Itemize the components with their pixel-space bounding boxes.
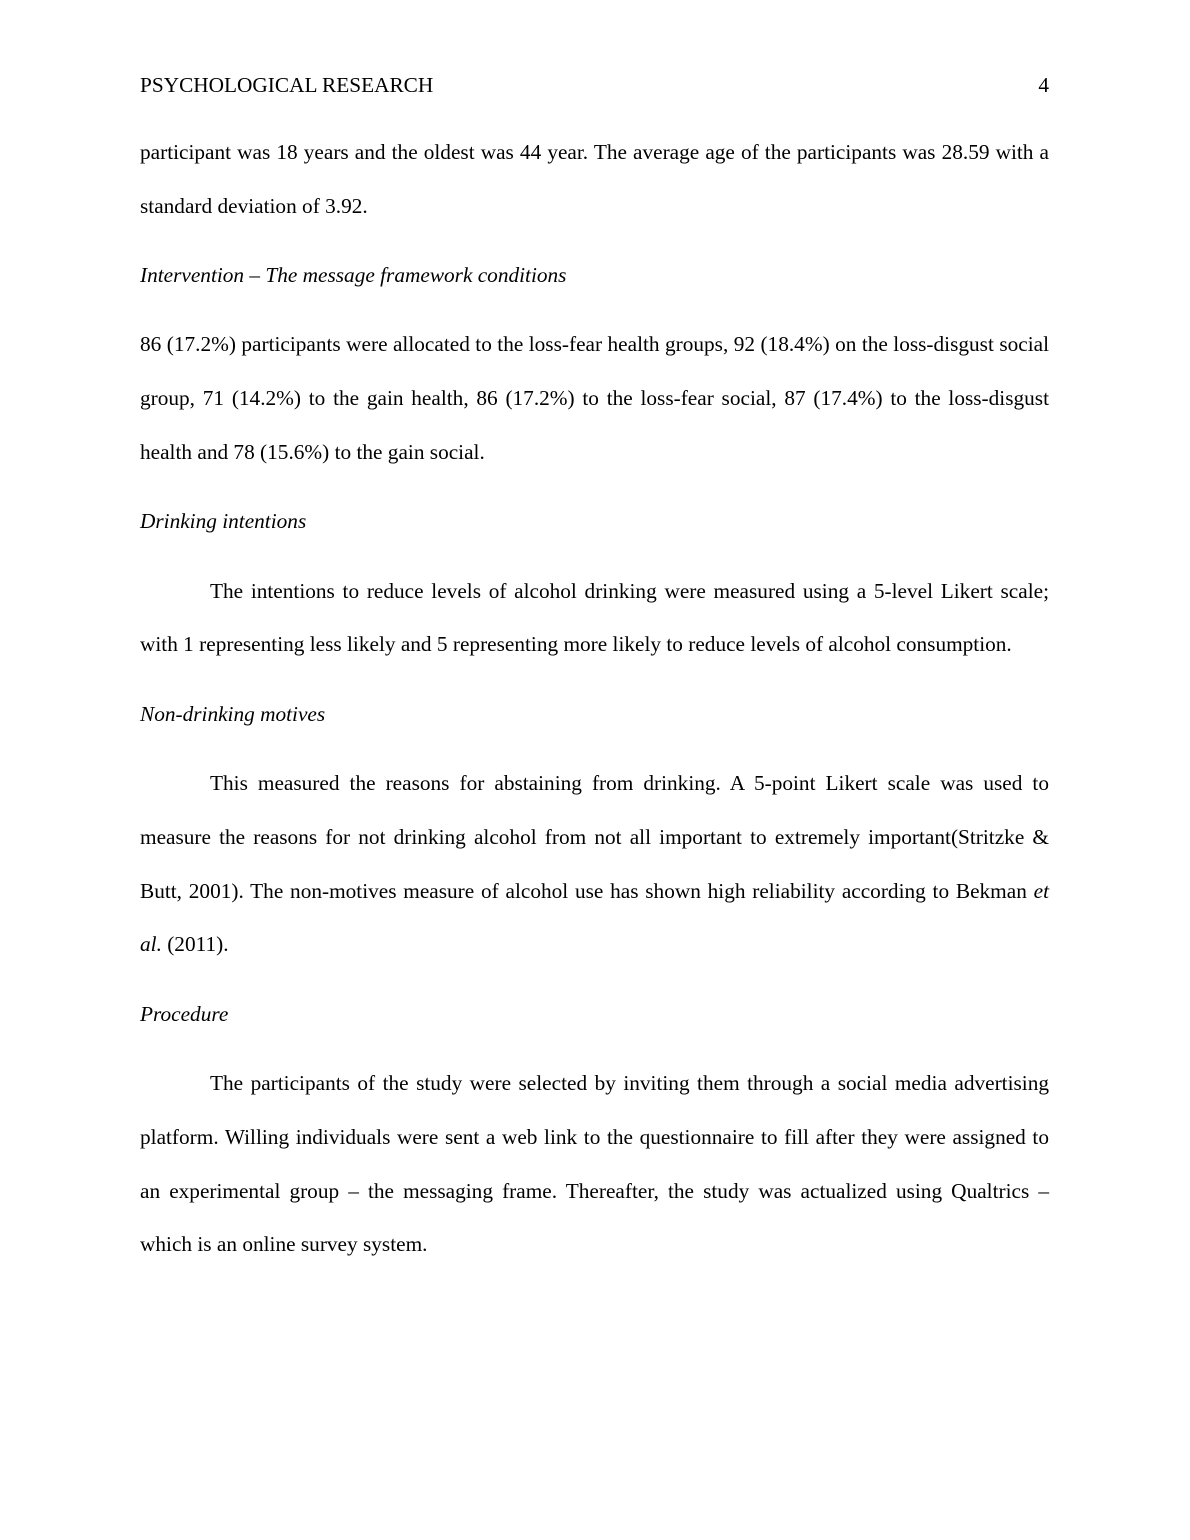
heading-drinking-intentions: Drinking intentions <box>140 509 307 534</box>
paragraph-non-drinking-motives <box>140 757 1049 972</box>
running-head-title: PSYCHOLOGICAL RESEARCH <box>140 73 434 97</box>
paragraph-text: This measured the reasons for abstaining from drinking. A 5-point Likert scale was used to measure the reasons for not drinking alcohol from not all important to extremely important(Stritzke & Butt, 2001). The non-motives measure of alcohol use has shown high reliability according to Bekman <box>140 770 1049 903</box>
heading-intervention: Intervention – The message framework conditions <box>140 263 567 288</box>
running-header <box>140 72 1049 98</box>
heading-non-drinking-motives: Non-drinking motives <box>140 701 326 726</box>
page-number: 4 <box>1038 73 1049 97</box>
paragraph-text-end: (2011). <box>161 932 229 957</box>
document-body <box>140 126 1049 1272</box>
paragraph-drinking-intentions: The intentions to reduce levels of alcohol drinking were measured using a 5-level Likert scale; with 1 representing less likely and 5 representing more likely to reduce levels of alcohol consumption. <box>140 578 1049 657</box>
paragraph-participants: participant was 18 years and the oldest was 44 year. The average age of the participants was 28.59 with a standard deviation of 3.92. <box>140 140 1049 218</box>
paragraph-procedure: The participants of the study were selected by inviting them through a social media advertising platform. Willing individuals were sent a web link to the questionnaire to fill after they were assigned to an experimental group – the messaging frame. Thereafter, the study was actualized using Qualtrics – which is an online survey system. <box>140 1070 1049 1257</box>
citation-et-al: et al. <box>140 878 1049 957</box>
heading-procedure: Procedure <box>140 1001 229 1026</box>
paragraph-intervention: 86 (17.2%) participants were allocated to the loss-fear health groups, 92 (18.4%) on the loss-disgust social group, 71 (14.2%) to the gain health, 86 (17.2%) to the loss-fear social, 87 (17.4%) to the loss-disgust health and 78 (15.6%) to the gain social. <box>140 332 1049 464</box>
